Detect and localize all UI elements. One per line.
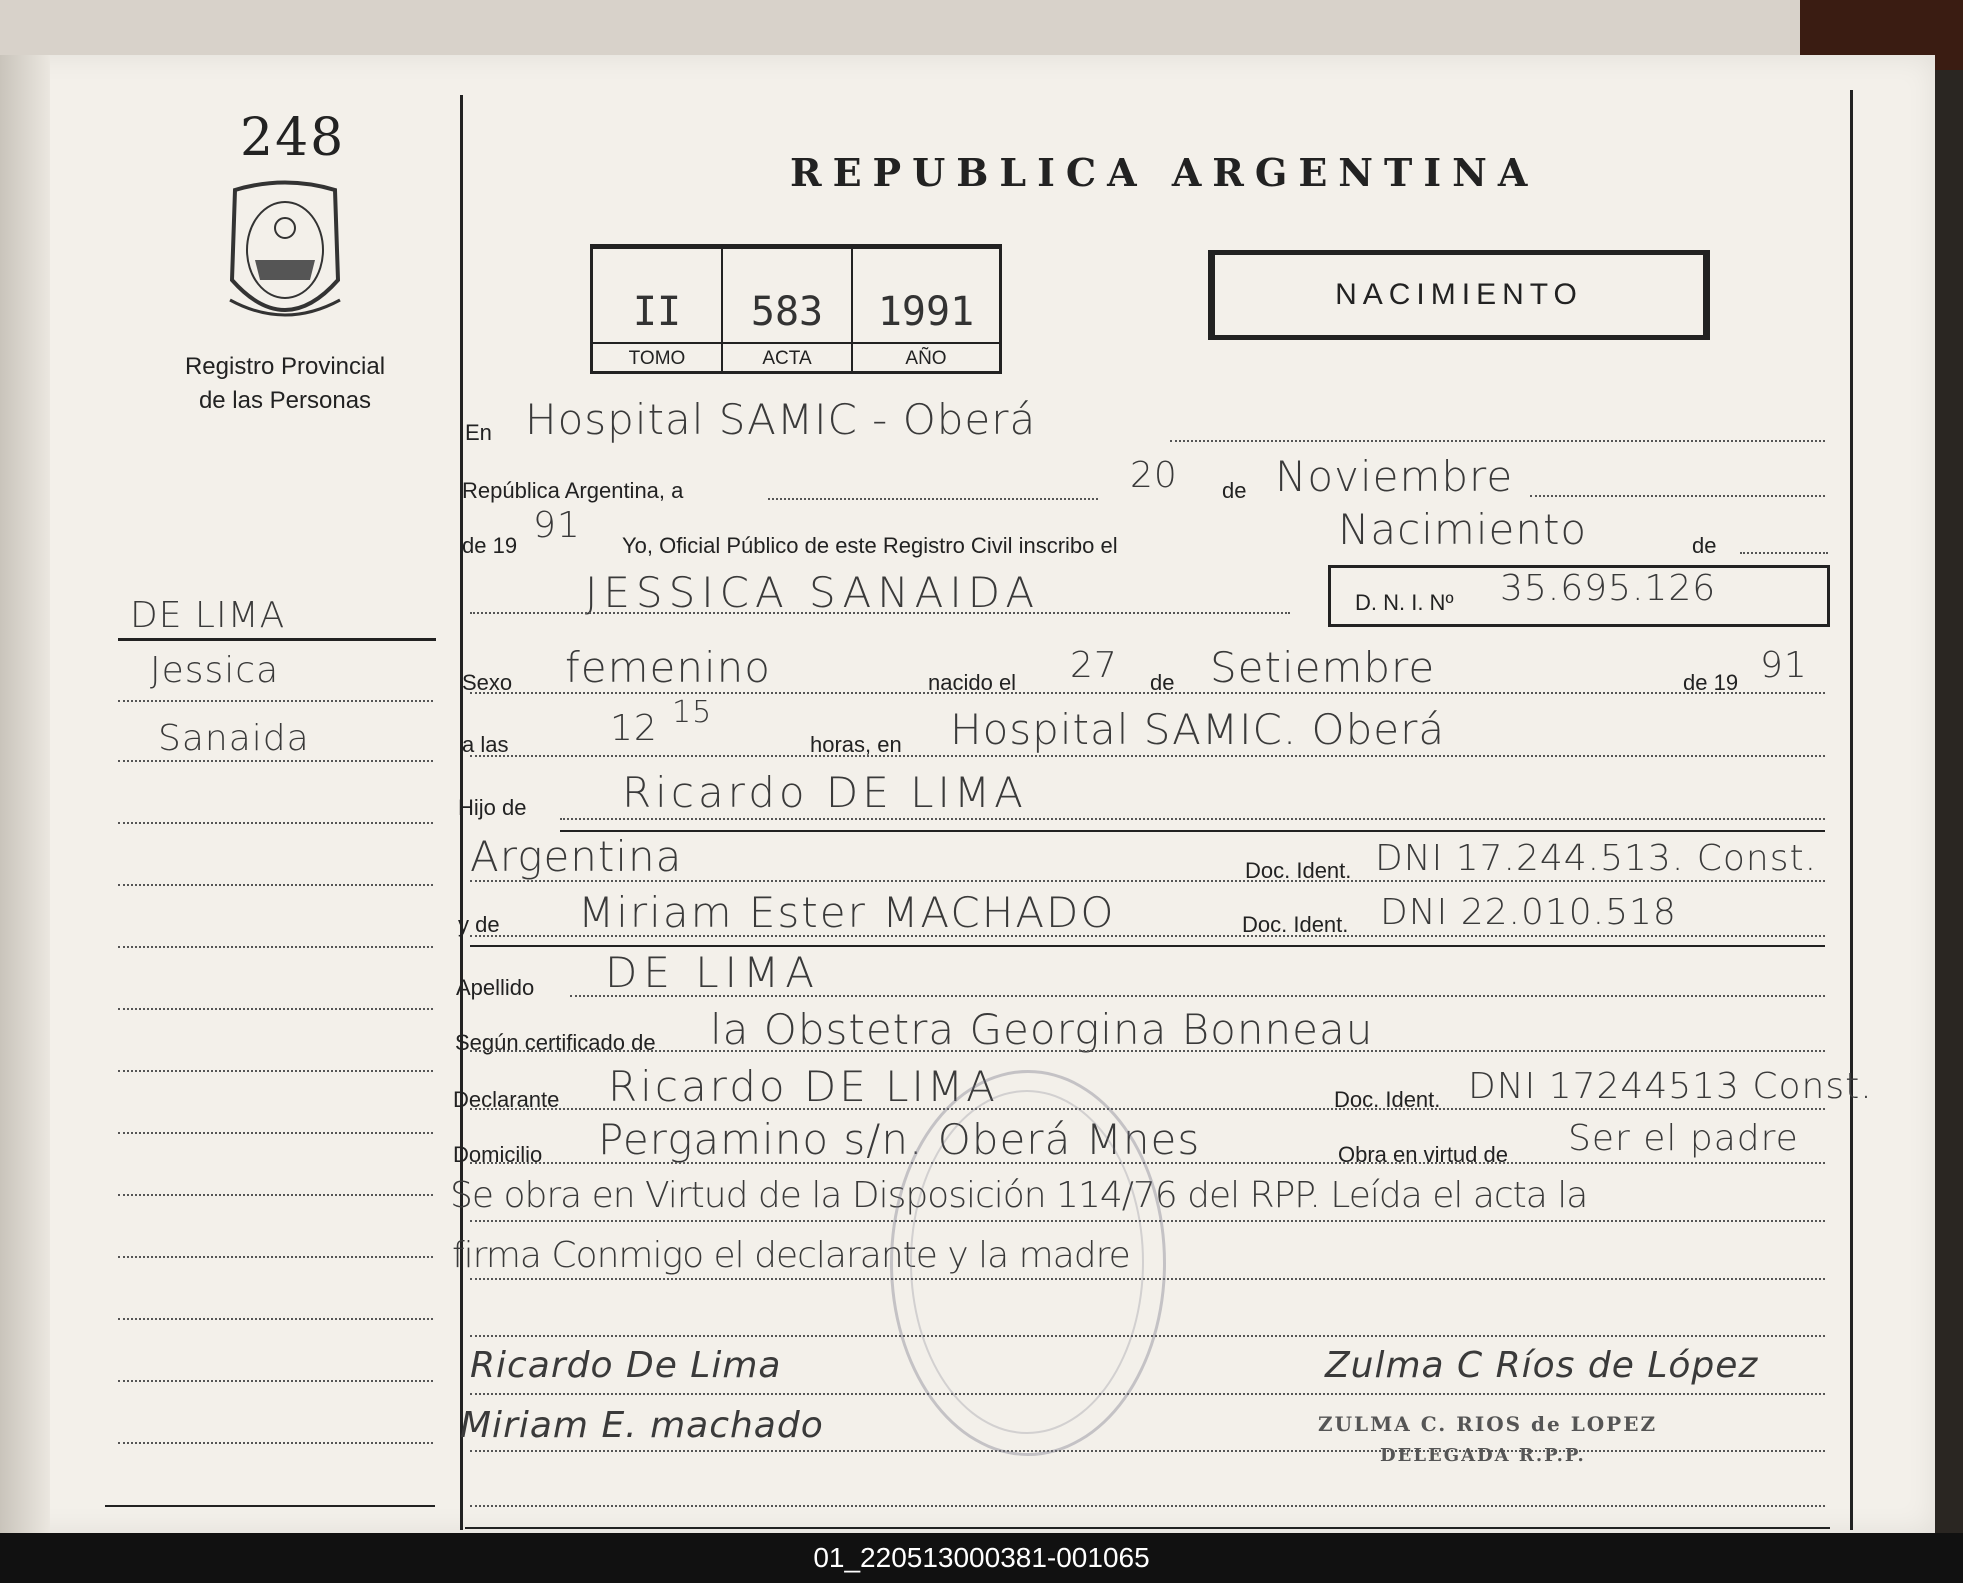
- child-name-line: [470, 612, 1290, 614]
- act-type-entry: Nacimiento: [1338, 505, 1588, 554]
- margin-line: [118, 1318, 433, 1320]
- label-en: En: [465, 420, 492, 445]
- label-de-19b: de 19: [1683, 670, 1739, 695]
- declarant-entry: Ricardo DE LIMA: [608, 1062, 998, 1111]
- margin-line: [118, 884, 433, 886]
- registry-line2: de las Personas: [198, 387, 372, 414]
- certificate-entry: la Obstetra Georgina Bonneau: [710, 1005, 1374, 1054]
- label-obra-en-virtud: Obra en virtud de: [1338, 1142, 1508, 1167]
- declarante-line: [470, 1108, 1825, 1110]
- margin-line: [118, 700, 433, 702]
- body-bottom-rule: [465, 1527, 1830, 1529]
- margin-line: [118, 822, 433, 824]
- birth-month-entry: Setiembre: [1210, 643, 1436, 692]
- margin-line: [118, 1442, 433, 1444]
- acta-label: ACTA: [723, 342, 851, 370]
- official-stamp-name: ZULMA C. RIOS de LOPEZ: [1318, 1412, 1658, 1436]
- margin-name-rule: [118, 638, 436, 641]
- note-line2: firma Conmigo el declarante y la madre: [452, 1235, 1130, 1276]
- tomo-cell: [593, 249, 723, 374]
- note-rule6: [470, 1505, 1825, 1507]
- mother-doc-entry: DNI 22.010.518: [1380, 892, 1677, 933]
- province-seal-icon: [220, 180, 350, 330]
- birth-place-entry: Hospital SAMIC. Oberá: [950, 705, 1446, 754]
- surname-entry: DE LIMA: [605, 948, 820, 997]
- signature-mother: Miriam E. machado: [460, 1405, 824, 1446]
- mother-entry: Miriam Ester MACHADO: [578, 888, 1116, 937]
- birth-year-entry: 91: [1760, 645, 1808, 686]
- father-entry: Ricardo DE LIMA: [622, 768, 1027, 817]
- anio-value: 1991: [877, 289, 975, 335]
- label-doc-ident1: Doc. Ident.: [1245, 858, 1352, 883]
- label-declarante: Declarante: [453, 1087, 560, 1112]
- tomo-label: TOMO: [593, 342, 721, 370]
- label-apellido: Apellido: [456, 975, 535, 1000]
- registry-name: [140, 350, 430, 418]
- label-yo-oficial: Yo, Oficial Público de este Registro Civil inscribo el: [622, 533, 1118, 558]
- page-number: 248: [240, 108, 346, 168]
- tomo-value: II: [632, 289, 682, 335]
- dni-entry: 35.695.126: [1500, 568, 1717, 609]
- label-domicilio: Domicilio: [453, 1142, 543, 1167]
- note-line1: Se obra en Virtud de la Disposición 114/76 del RPP. Leída el acta la: [450, 1175, 1588, 1216]
- month-line: [1530, 495, 1825, 497]
- anio-label: AÑO: [853, 342, 999, 370]
- month-entry: Noviembre: [1275, 452, 1514, 501]
- margin-first-name: Jessica: [150, 650, 280, 691]
- label-y-de: y de: [458, 912, 500, 937]
- country-title: REPUBLICA ARGENTINA: [790, 150, 1539, 195]
- y-de-rule: [470, 945, 1825, 947]
- margin-middle-name: Sanaida: [158, 718, 310, 759]
- label-doc-ident3: Doc. Ident.: [1334, 1087, 1441, 1112]
- margin-line: [118, 1008, 433, 1010]
- birth-day-entry: 27: [1070, 645, 1118, 686]
- margin-line: [118, 946, 433, 948]
- place-entry: Hospital SAMIC - Oberá: [525, 395, 1037, 444]
- father-nationality-entry: Argentina: [470, 832, 683, 881]
- label-nacido-el: nacido el: [928, 670, 1017, 695]
- child-name-entry: JESSICA SANAIDA: [585, 568, 1041, 617]
- day-line: [768, 498, 1098, 500]
- acta-cell: [723, 249, 853, 374]
- right-border: [1850, 90, 1853, 1530]
- nationality-line: [470, 880, 1825, 882]
- record-type-box: NACIMIENTO: [1208, 250, 1710, 340]
- domicile-entry: Pergamino s/n. Oberá Mnes: [598, 1115, 1201, 1164]
- label-sexo: Sexo: [462, 670, 513, 695]
- a-las-line: [470, 755, 1825, 757]
- margin-line: [118, 1194, 433, 1196]
- label-dni: D. N. I. Nº: [1355, 590, 1454, 615]
- father-doc-entry: DNI 17.244.513. Const.: [1375, 838, 1818, 879]
- margin-line: [118, 1070, 433, 1072]
- label-de3: de: [1150, 670, 1175, 695]
- y-de-line: [470, 935, 1825, 937]
- declarant-doc-entry: DNI 17244513 Const.: [1468, 1066, 1873, 1107]
- registry-line1: Registro Provincial: [184, 353, 386, 380]
- hour-entry: 12: [610, 708, 658, 749]
- margin-line: [118, 1132, 433, 1134]
- margin-bottom-rule: [105, 1505, 435, 1507]
- note-rule4: [470, 1393, 1825, 1395]
- signature-father: Ricardo De Lima: [470, 1345, 782, 1386]
- file-id-footer: 01_220513000381-001065: [0, 1533, 1963, 1583]
- hijo-rule: [560, 830, 1825, 832]
- label-de-19: de 19: [462, 533, 518, 558]
- margin-line: [118, 760, 433, 762]
- margin-surname: DE LIMA: [130, 595, 286, 636]
- by-virtue-entry: Ser el padre: [1568, 1118, 1799, 1159]
- apellido-line: [570, 995, 1825, 997]
- margin-line: [118, 1256, 433, 1258]
- official-stamp-title: DELEGADA R.P.P.: [1380, 1445, 1586, 1466]
- label-hijo-de: Hijo de: [458, 795, 527, 820]
- segun-line: [470, 1050, 1825, 1052]
- official-round-stamp-inner: [910, 1090, 1144, 1434]
- day-entry: 20: [1130, 455, 1178, 496]
- hijo-line: [560, 818, 1825, 820]
- de-line: [1740, 552, 1828, 554]
- record-table: [590, 244, 1002, 374]
- year-entry: 91: [533, 505, 581, 546]
- label-republica: República Argentina, a: [462, 478, 684, 503]
- minutes-entry: 15: [672, 695, 713, 730]
- place-line: [1170, 440, 1825, 442]
- label-doc-ident2: Doc. Ident.: [1242, 912, 1349, 937]
- margin-line: [118, 1380, 433, 1382]
- label-horas-en: horas, en: [810, 732, 902, 757]
- anio-cell: [853, 249, 999, 374]
- acta-value: 583: [750, 289, 824, 335]
- sex-entry: femenino: [565, 643, 771, 692]
- book-spine: [0, 55, 50, 1533]
- label-segun: Según certificado de: [455, 1030, 656, 1055]
- label-de2: de: [1692, 533, 1717, 558]
- note-rule5: [470, 1450, 1825, 1452]
- signature-official: Zulma C Ríos de López: [1325, 1345, 1759, 1386]
- domicilio-line: [470, 1162, 1825, 1164]
- label-a-las: a las: [462, 732, 509, 757]
- label-de1: de: [1222, 478, 1247, 503]
- sexo-line: [470, 692, 1825, 694]
